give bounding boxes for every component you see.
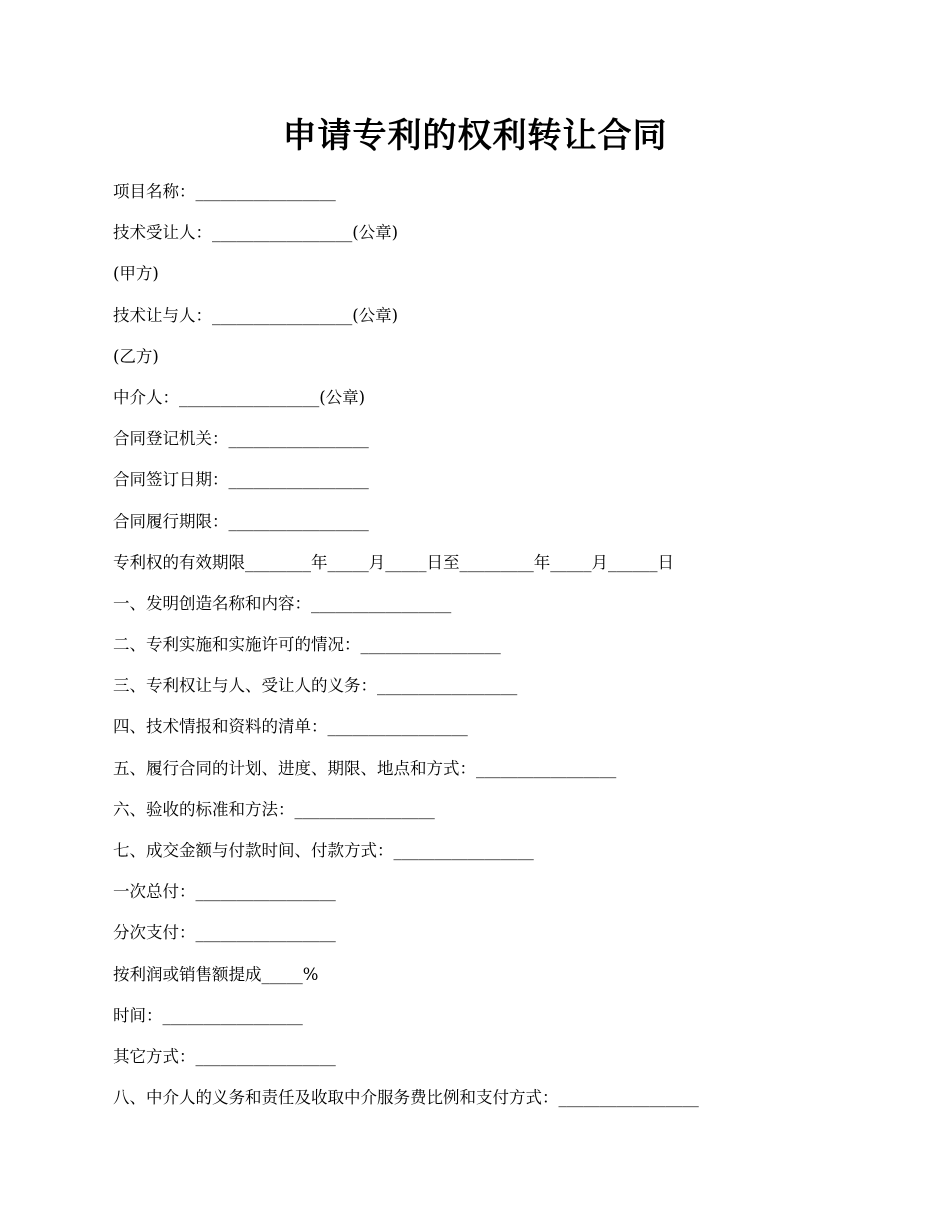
- field-registration-authority: 合同登记机关：_________________: [113, 429, 369, 449]
- field-performance-period: 合同履行期限：_________________: [113, 511, 369, 531]
- payment-royalty-percentage: 按利润或销售额提成_____%: [113, 964, 319, 984]
- party-a-note: (甲方): [113, 264, 159, 284]
- field-project-name: 项目名称：_________________: [113, 182, 336, 201]
- payment-installments: 分次支付：_________________: [113, 923, 336, 943]
- field-patent-validity-period: 专利权的有效期限________年_____月_____日至_________年_____月______日: [113, 552, 674, 572]
- clause-2: 二、专利实施和实施许可的情况：_________________: [113, 635, 501, 655]
- field-intermediary: 中介人：_________________(公章): [113, 387, 366, 407]
- document-body: [113, 178, 853, 1125]
- party-b-note: (乙方): [113, 346, 159, 366]
- field-transferee: 技术受让人：_________________(公章): [113, 223, 399, 243]
- clause-4: 四、技术情报和资料的清单：_________________: [113, 717, 468, 737]
- clause-3: 三、专利权让与人、受让人的义务：_________________: [113, 676, 518, 696]
- clause-8: 八、中介人的义务和责任及收取中介服务费比例和支付方式：_________________: [113, 1088, 699, 1108]
- field-signing-date: 合同签订日期：_________________: [113, 470, 369, 490]
- clause-1: 一、发明创造名称和内容：_________________: [113, 593, 452, 613]
- clause-5: 五、履行合同的计划、进度、期限、地点和方式：_________________: [113, 758, 617, 778]
- clause-6: 六、验收的标准和方法：_________________: [113, 799, 435, 819]
- payment-lump-sum: 一次总付：_________________: [113, 882, 336, 902]
- field-transferor: 技术让与人：_________________(公章): [113, 305, 399, 325]
- payment-other-method: 其它方式：_________________: [113, 1046, 336, 1066]
- clause-7: 七、成交金额与付款时间、付款方式：_________________: [113, 841, 534, 860]
- document-title: 申请专利的权利转让合同: [282, 116, 668, 156]
- payment-time: 时间：_________________: [113, 1005, 303, 1025]
